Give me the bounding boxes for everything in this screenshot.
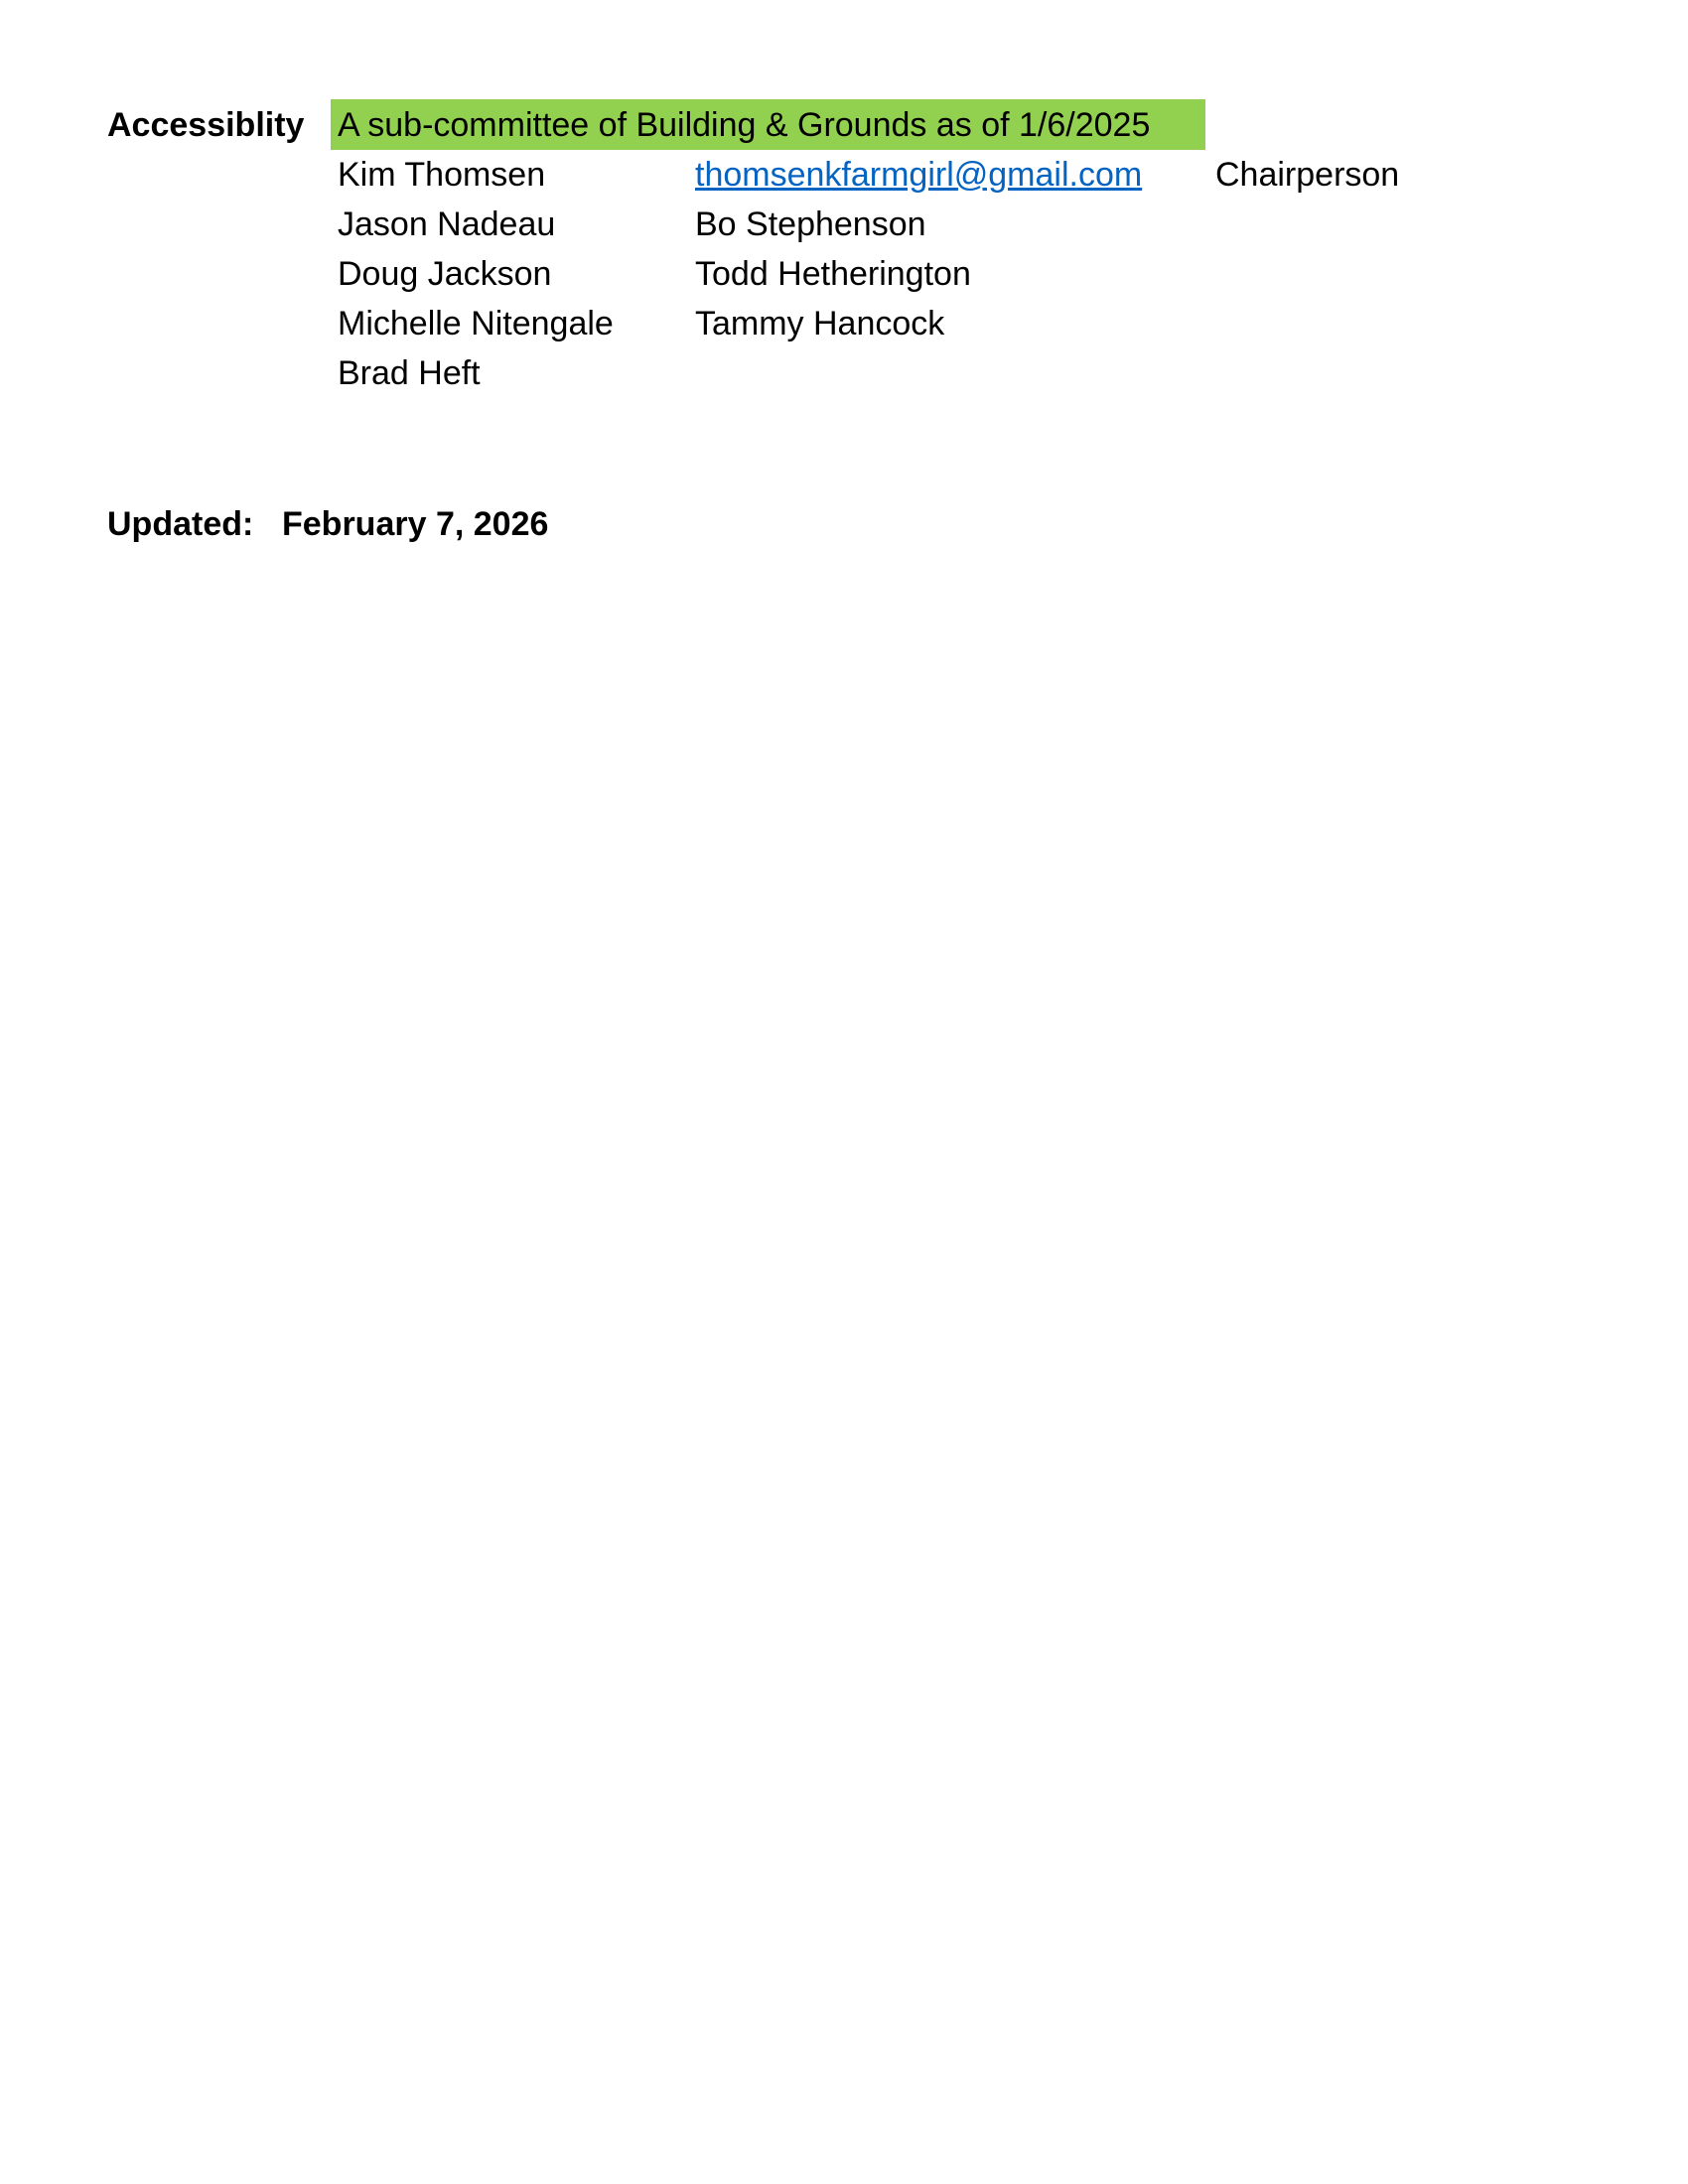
member-name: Jason Nadeau — [338, 205, 556, 243]
member-name: Michelle Nitengale — [338, 305, 614, 342]
member-name: Doug Jackson — [338, 255, 552, 293]
member-name: Brad Heft — [338, 354, 481, 392]
member-name: Tammy Hancock — [695, 305, 945, 342]
member-name: Bo Stephenson — [695, 205, 926, 243]
committee-name: Accessiblity — [107, 106, 305, 144]
updated-date: February 7, 2026 — [282, 505, 549, 543]
chairperson-role: Chairperson — [1215, 156, 1400, 194]
committee-description: A sub-committee of Building & Grounds as of 1/6/2025 — [338, 106, 1151, 144]
chairperson-email-link[interactable]: thomsenkfarmgirl@gmail.com — [695, 156, 1143, 194]
updated-label: Updated: — [107, 505, 254, 543]
chairperson-name: Kim Thomsen — [338, 156, 546, 194]
member-name: Todd Hetherington — [695, 255, 971, 293]
